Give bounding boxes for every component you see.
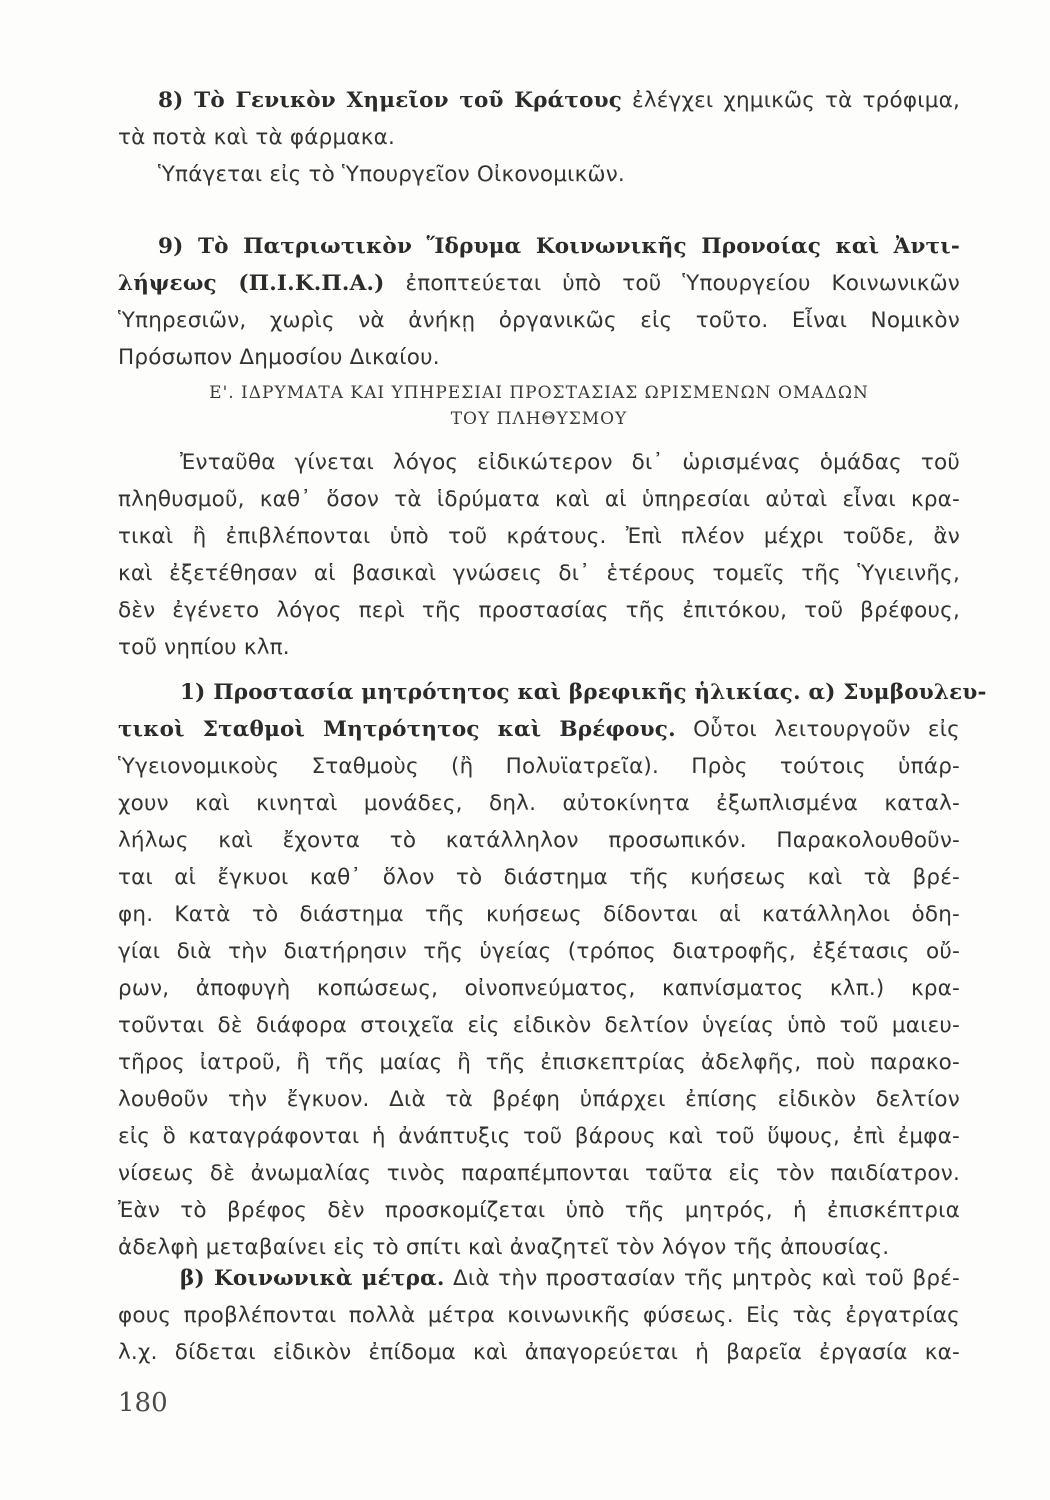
item-9-line-1: 9) Τὸ Πατριωτικὸν Ἵδρυμα Κοινωνικῆς Προνοίας καὶ Ἀντι- — [158, 234, 960, 259]
item-9-line-3: Ὑπηρεσιῶν, χωρὶς νὰ ἀνήκῃ ὀργανικῶς εἰς τοῦτο. Εἶναι Νομικὸν — [118, 308, 960, 333]
section-e-line-2: πληθυσμοῦ, καθ᾽ ὅσον τὰ ἱδρύματα καὶ αἱ ὑπηρεσίαι αὐταὶ εἶναι κρα- — [118, 487, 960, 512]
item-9-line-2-text: ἐποπτεύεται ὑπὸ τοῦ Ὑπουργείου Κοινωνικῶν — [384, 271, 961, 296]
subsection-b-line-1-text: Διὰ τὴν προστασίαν τῆς μητρὸς καὶ τοῦ βρέ- — [444, 1266, 960, 1291]
item-8-line-2: τὰ ποτὰ καὶ τὰ φάρμακα. — [118, 125, 396, 150]
subsection-b-line-2: φους προβλέπονται πολλὰ μέτρα κοινωνικῆς φύσεως. Εἰς τὰς ἐργατρίας — [118, 1303, 960, 1328]
item-9-abbrev: λήψεως (Π.Ι.Κ.Π.Α.) — [118, 271, 385, 296]
subsection-1-line-7: φη. Κατὰ τὸ διάστημα τῆς κυήσεως δίδονται αἱ κατάλληλοι ὁδη- — [118, 902, 960, 927]
item-8-heading: 8) Τὸ Γενικὸν Χημεῖον τοῦ Κράτους — [158, 88, 623, 113]
subsection-1-line-2 — [118, 715, 960, 745]
subsection-b-title: β) Κοινωνικὰ μέτρα. — [180, 1266, 445, 1291]
item-9-line-4: Πρόσωπον Δημοσίου Δικαίου. — [118, 345, 440, 370]
page-number: 180 — [118, 1388, 168, 1418]
subsection-1-line-3: Ὑγειονομικοὺς Σταθμοὺς (ἢ Πολυϊατρεῖα). Πρὸς τούτοις ὑπάρ- — [118, 754, 960, 779]
subsection-1-line-10: τοῦνται δὲ διάφορα στοιχεῖα εἰς εἰδικὸν δελτίον ὑγείας ὑπὸ τοῦ μαιευ- — [118, 1013, 960, 1038]
section-e-line-3: τικαὶ ἢ ἐπιβλέπονται ὑπὸ τοῦ κράτους. Ἐπὶ πλέον μέχρι τοῦδε, ἂν — [118, 524, 960, 549]
subsection-1-line-6: ται αἱ ἔγκυοι καθ᾽ ὅλον τὸ διάστημα τῆς κυήσεως καὶ τὰ βρέ- — [118, 865, 960, 890]
section-e-line-4: καὶ ἐξετέθησαν αἱ βασικαὶ γνώσεις δι᾽ ἑτέρους τομεῖς τῆς Ὑγιεινῆς, — [118, 561, 960, 586]
subsection-1-line-12: λουθοῦν τὴν ἔγκυον. Διὰ τὰ βρέφη ὑπάρχει ἐπίσης εἰδικὸν δελτίον — [118, 1087, 960, 1112]
subsection-1-line-5: λήλως καὶ ἔχοντα τὸ κατάλληλον προσωπικόν. Παρακολουθοῦν- — [118, 828, 960, 853]
subsection-1-line-13: εἰς ὃ καταγράφονται ἡ ἀνάπτυξις τοῦ βάρους καὶ τοῦ ὕψους, ἐπὶ ἐμφα- — [118, 1124, 960, 1149]
subsection-1-line-16: ἀδελφὴ μεταβαίνει εἰς τὸ σπίτι καὶ ἀναζητεῖ τὸν λόγον τῆς ἀπουσίας. — [118, 1235, 890, 1260]
section-e-line-5: δὲν ἐγένετο λόγος περὶ τῆς προστασίας τῆς ἐπιτόκου, τοῦ βρέφους, — [118, 598, 960, 623]
section-e-heading-1: Ε'. ΙΔΡΥΜΑΤΑ ΚΑΙ ΥΠΗΡΕΣΙΑΙ ΠΡΟΣΤΑΣΙΑΣ ΩΡΙΣΜΕΝΩΝ ΟΜΑΔΩΝ — [209, 383, 869, 403]
subsection-1-title: τικοὶ Σταθμοὶ Μητρότητος καὶ Βρέφους. — [118, 717, 676, 742]
subsection-1-heading: 1) Προστασία μητρότητος καὶ βρεφικῆς ἡλικίας. α) Συμβουλευ- — [180, 680, 987, 705]
subsection-1-line-8: γίαι διὰ τὴν διατήρησιν τῆς ὑγείας (τρόπος διατροφῆς, ἐξέτασις οὔ- — [118, 939, 960, 964]
item-9-line-2 — [118, 269, 960, 299]
subsection-1-line-2-text: Οὗτοι λειτουργοῦν εἰς — [675, 717, 960, 742]
item-8-text: ἐλέγχει χημικῶς τὰ τρόφιμα, — [622, 88, 960, 113]
subsection-b-line-3: λ.χ. δίδεται εἰδικὸν ἐπίδομα καὶ ἀπαγορεύεται ἡ βαρεῖα ἐργασία κα- — [118, 1340, 960, 1365]
section-e-line-1: Ἐνταῦθα γίνεται λόγος εἰδικώτερον δι᾽ ὡρισμένας ὁμάδας τοῦ — [180, 450, 960, 475]
subsection-1-line-11: τῆρος ἰατροῦ, ἢ τῆς μαίας ἢ τῆς ἐπισκεπτρίας ἀδελφῆς, ποὺ παρακο- — [118, 1050, 960, 1075]
item-8-line-3: Ὑπάγεται εἰς τὸ Ὑπουργεῖον Οἰκονομικῶν. — [158, 162, 625, 187]
section-e-heading-2: ΤΟΥ ΠΛΗΘΥΣΜΟΥ — [450, 409, 628, 429]
subsection-1-line-15: Ἐὰν τὸ βρέφος δὲν προσκομίζεται ὑπὸ τῆς μητρός, ἡ ἐπισκέπτρια — [118, 1198, 960, 1223]
subsection-1-line-14: νίσεως δὲ ἀνωμαλίας τινὸς παραπέμπονται ταῦτα εἰς τὸν παιδίατρον. — [118, 1161, 960, 1186]
item-8-line-1 — [118, 86, 960, 116]
subsection-b-line-1 — [118, 1264, 960, 1294]
subsection-1-line-9: ρων, ἀποφυγὴ κοπώσεως, οἰνοπνεύματος, καπνίσματος κλπ.) κρα- — [118, 976, 960, 1001]
subsection-1-line-4: χουν καὶ κινηταὶ μονάδες, δηλ. αὐτοκίνητα ἐξωπλισμένα καταλ- — [118, 791, 960, 816]
section-e-line-6: τοῦ νηπίου κλπ. — [118, 635, 290, 660]
